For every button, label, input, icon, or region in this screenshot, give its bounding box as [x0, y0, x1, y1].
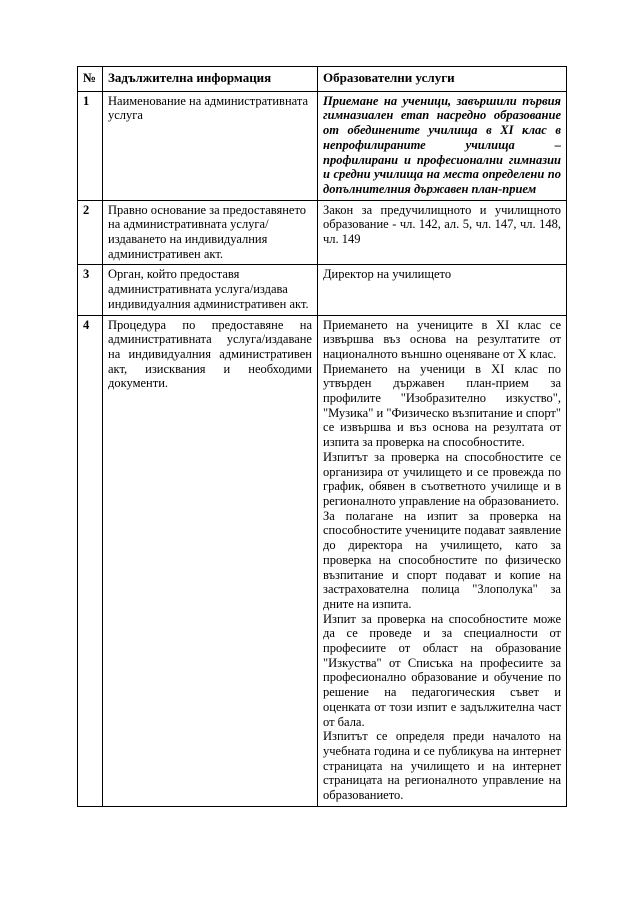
mandatory-info-text: Правно основание за предоставянето на административната услуга/издаването на индивидуалния административен акт. — [108, 202, 307, 261]
education-service-cell — [318, 315, 567, 806]
education-service-paragraph: За полагане на изпит за проверка на способностите учениците подават заявление до директора на училището, като за проверка на способностите по физическо възпитание и спорт подават и копие на застрахователна полица "Злополука" за дните на изпита. — [323, 508, 561, 611]
education-service-paragraph: Приемането на ученици в XI клас по утвърден държавен план-прием за профилите "Изобразително изкуство", "Музика" и "Физическо възпитание и спорт" се извършва и въз основа на резултата от изпита за проверка на способностите. — [323, 361, 561, 450]
col-header-services: Образователни услуги — [318, 67, 567, 92]
mandatory-info-cell — [103, 315, 318, 806]
education-service-paragraph: Приемането на учениците в XI клас се извършва въз основа на резултатите от националното външно оценяване от X клас. — [323, 317, 561, 361]
mandatory-info-text: Наименование на административната услуга — [108, 93, 309, 123]
col-header-info: Задължителна информация — [103, 67, 318, 92]
mandatory-info-text: Процедура по предоставяне на административната услуга/издаване на индивидуалния административен акт, изисквания и необходими документи. — [108, 317, 312, 391]
mandatory-info-text: Орган, който предоставя административната услуга/издава индивидуалния административен акт. — [108, 267, 309, 311]
education-service-paragraph: Директор на училището — [323, 267, 452, 282]
mandatory-info-cell — [103, 200, 318, 265]
education-service-paragraph: Изпит за проверка на способностите може да се проведе и за специалности от професиите от област на образование "Изкуства" от Списъка на професиите за професионално образование и обучение по решение на педагогическия съвет и оценката от този изпит е задължителна част от бала. — [323, 611, 561, 729]
education-service-paragraph: Приемане на ученици, завършили първия гимназиален етап насредно образование от обединените училища в XI клас в непрофилираните училища – профилирани и професионални гимназии и средни училища на места определени по допълнителния държавен план-прием — [323, 93, 561, 196]
education-service-cell — [318, 265, 567, 315]
education-service-paragraph: Закон за предучилищното и училищното образование - чл. 142, ал. 5, чл. 147, чл. 148, чл. 149 — [323, 202, 561, 247]
education-service-cell — [318, 91, 567, 200]
table-header-row — [78, 67, 567, 92]
table-row — [78, 200, 567, 265]
info-table — [77, 66, 567, 807]
row-number-cell: 1 — [78, 91, 103, 200]
education-service-paragraph: Изпитът за проверка на способностите се организира от училището и се провежда по график, обявен в съответното училище и в регионалното управление на образованието. — [323, 449, 561, 508]
mandatory-info-cell — [103, 265, 318, 315]
mandatory-info-cell — [103, 91, 318, 200]
col-header-number: № — [78, 67, 103, 92]
row-number-cell: 2 — [78, 200, 103, 265]
education-service-cell — [318, 200, 567, 265]
table-row — [78, 91, 567, 200]
table-row — [78, 265, 567, 315]
row-number-cell: 3 — [78, 265, 103, 315]
education-service-paragraph: Изпитът се определя преди началото на учебната година и се публикува на интернет страницата на училището и на интернет страницата на регионалното управление на образованието. — [323, 729, 561, 803]
table-body — [78, 91, 567, 806]
table-row — [78, 315, 567, 806]
row-number-cell: 4 — [78, 315, 103, 806]
